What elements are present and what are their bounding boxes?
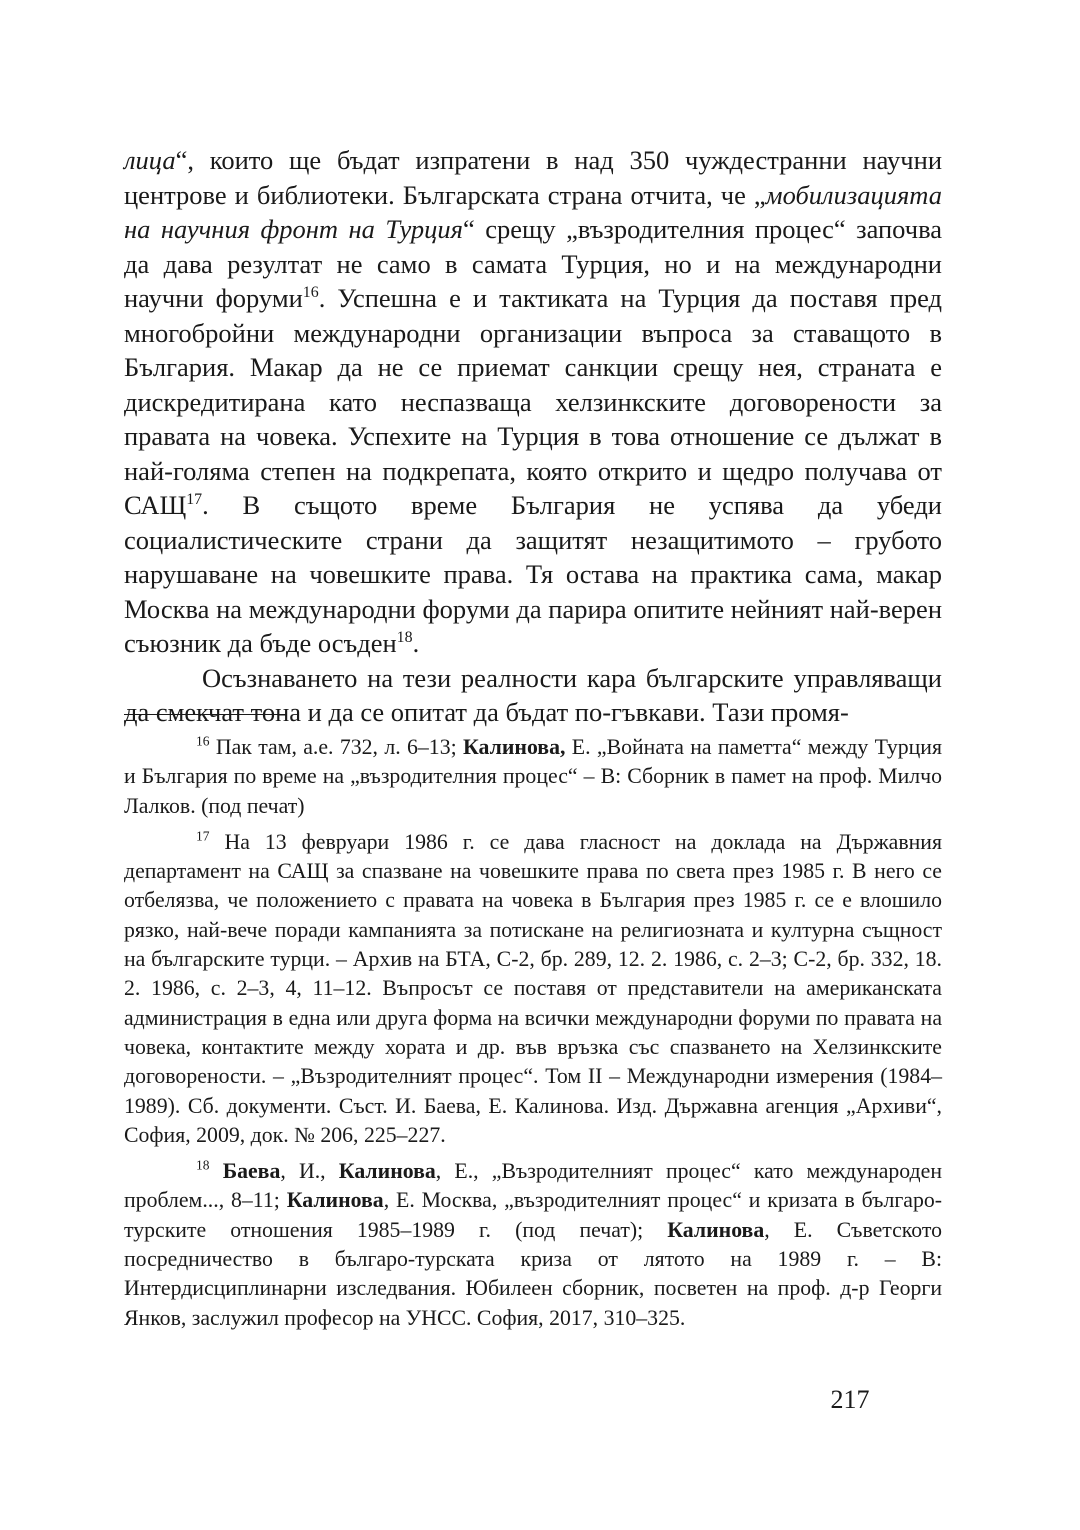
footnote-number: 17 bbox=[196, 828, 210, 844]
footnotes bbox=[124, 733, 942, 1333]
footnote-number: 16 bbox=[196, 733, 210, 749]
italic-phrase: лица bbox=[124, 145, 176, 175]
main-text bbox=[124, 143, 942, 730]
paragraph-1: лица“, които ще бъдат изпратени в над 350 чуждестранни научни центрове и библиотеки. Българската страна отчита, че „мобилизацията на научния фронт на Турция“ срещу „възродителния процес“ започва да дава резултат не само в самата Турция, но и на международни научни форуми$^{16}$. Успешна е и тактиката на Турция да поставя пред многобройни международни организации въпроса за ставащото в България. Макар да не се приемат санкции срещу нея, страната е дискредитирана като неспазваща хелзинкските договорености за правата на човека. Успехите на Турция в това отношение се дължат в най-голяма степен на подкрепата, която открито и щедро получава от САЩ$^{17}$. В същото време България не успява да убеди социалистическите страни да защитят незащитимото – грубото нарушаване на човешките права. Тя остава на практика сама, макар Москва на международни форуми да парира опитите нейният най-верен съюзник да бъде осъден$^{18}$. bbox=[124, 145, 942, 658]
footnote-separator bbox=[124, 714, 286, 715]
footnote-17: $^{17}$ На 13 февруари 1986 г. се дава гласност на доклада на Държавния департамент на САЩ за спазване на човешките права по света през 1985 г. В него се отбелязва, че положението с правата на човека в България през 1985 г. се е влошило рязко, най-вече поради кампанията за потискане на религиозната и културна същност на българските турци. – Архив на БТА, С-2, бр. 289, 12. 2. 1986, с. 2–3; С-2, бр. 332, 18. 2. 1986, с. 2–3, 4, 11–12. Въпросът се поставя от представители на американската администрация в една или друга форма на всички международни форуми по правата на човека, контактите между хората и др. във връзка със спазването на Хелзинкските договорености. – „Възродителният процес“. Том II – Международни измерения (1984–1989). Сб. документи. Съст. И. Баева, Е. Калинова. Изд. Държавна агенция „Архиви“, София, 2009, док. № 206, 225–227. bbox=[124, 828, 942, 1147]
page-number: 217 bbox=[830, 1385, 870, 1414]
footnote-number: 18 bbox=[196, 1157, 210, 1173]
footnote-ref-18: 18 bbox=[396, 629, 413, 647]
footnote-ref-17: 17 bbox=[186, 491, 203, 509]
paragraph-2: Осъзнаването на тези реалности кара българските управляващи да смекчат тона и да се опитат да бъдат по-гъвкави. Тази промя- bbox=[124, 662, 942, 727]
footnote-ref-16: 16 bbox=[302, 284, 319, 302]
footnote-18: $^{18}$ Баева, И., Калинова, Е., „Възродителният процес“ като международен проблем..., 8–11; Калинова, Е. Москва, „възродителният процес“ и кризата в българо-турските отношения 1985–1989 г. (под печат); Калинова, Е. Съветското посредничество в българо-турската криза от лятото на 1989 г. – В: Интердисциплинарни изследвания. Юбилеен сборник, посветен на проф. д-р Георги Янков, заслужил професор на УНСС. София, 2017, 310–325. bbox=[124, 1157, 942, 1330]
footnote-16: $^{16}$ Пак там, а.е. 732, л. 6–13; Калинова, Е. „Войната на паметта“ между Турция и България по време на „възродителния процес“ – В: Сборник в памет на проф. Милчо Лалков. (под печат) bbox=[124, 733, 942, 818]
italic-phrase: мобилизацията на научния фронт на Турция bbox=[124, 179, 942, 244]
